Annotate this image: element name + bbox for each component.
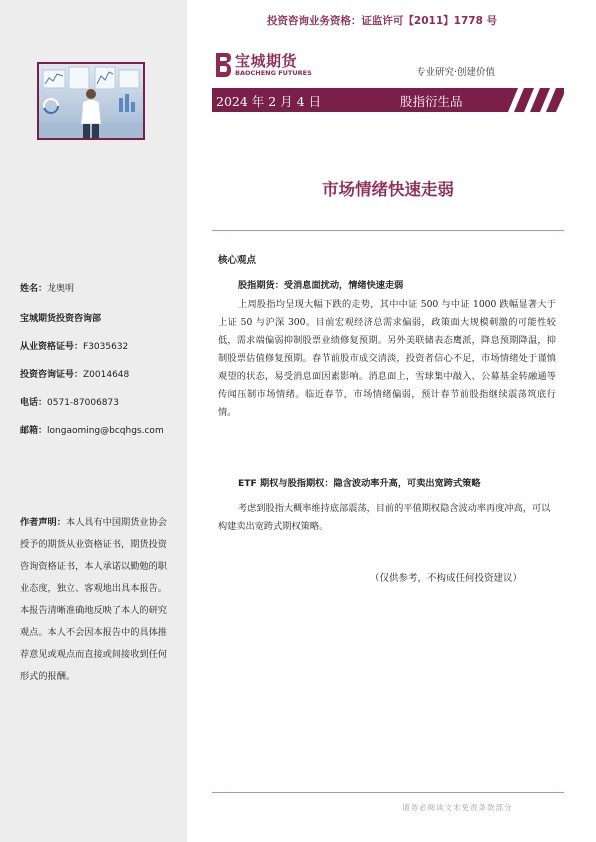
footer-note: 请务必阅读文末免责条款部分 xyxy=(402,803,513,812)
author-declaration: 作者声明：本人具有中国期货业协会授予的期货从业资格证书，期货投资咨询资格证书，本人承诺以勤勉的职业态度，独立、客观地出具本报告。本报告清晰准确地反映了本人的研究观点。本人不会因本报告中的具体推荐意见或观点而直接或间接收到任何形式的报酬。 xyxy=(20,517,167,682)
analyst-illustration xyxy=(39,64,143,138)
section1-paragraph: 上周股指均呈现大幅下跌的走势，其中中证 500 与中证 1000 跌幅显著大于上证 50 与沪深 300。目前宏观经济总需求偏弱，政策面大规模刺激的可能性较低，需求端偏弱抑制股票业绩修复预期。另外美联储表态鹰派，降息预期降温，抑制股票估值修复预期。春节前股市成交清淡，投资者信心不足，市场情绪处于谨慎观望的状态，易受消息面因素影响。消息面上，雪球集中敲入、公募基金转融通等传闻压制市场情绪。临近春节，市场情绪偏弱，预计春节前股指继续震荡筑底行情。 xyxy=(218,299,556,418)
author-email: 邮箱：longaoming@bcqhgs.com xyxy=(20,426,164,436)
logo-icon xyxy=(213,51,233,79)
slogan: 专业研究·创建价值 xyxy=(416,67,496,78)
disclaimer: （仅供参考，不构成任何投资建议） xyxy=(370,573,523,584)
author-consult-id: 投资咨询证号：Z0014648 xyxy=(20,370,130,380)
core-heading: 核心观点 xyxy=(218,255,257,266)
section2-paragraph: 考虑到股指大概率维持底部震荡，目前的平值期权隐含波动率再度冲高，可以构建卖出宽跨式期权策略。 xyxy=(218,503,551,532)
author-department: 宝城期货投资咨询部 xyxy=(20,314,102,324)
hero-image xyxy=(37,62,145,140)
section1-heading: 股指期货：受消息面扰动，情绪快速走弱 xyxy=(238,280,404,291)
author-name: 姓名：龙奥明 xyxy=(20,284,75,294)
author-phone: 电话：0571-87006873 xyxy=(20,398,119,408)
report-title: 市场情绪快速走弱 xyxy=(322,180,454,199)
logo-english: BAOCHENG FUTURES xyxy=(235,69,312,77)
sidebar xyxy=(0,0,187,842)
report-date: 2024 年 2 月 4 日 xyxy=(216,94,322,109)
divider-top xyxy=(212,230,564,231)
section2-heading: ETF 期权与股指期权：隐含波动率升高，可卖出宽跨式策略 xyxy=(238,478,481,489)
report-category: 股指衍生品 xyxy=(400,94,463,109)
divider-bottom xyxy=(212,792,564,793)
logo-chinese: 宝城期货 xyxy=(235,52,298,70)
company-logo xyxy=(213,50,333,82)
date-banner xyxy=(212,88,564,112)
license-text: 投资咨询业务资格：证监许可【2011】1778 号 xyxy=(266,15,498,27)
author-qualification: 从业资格证号：F3035632 xyxy=(20,342,129,352)
